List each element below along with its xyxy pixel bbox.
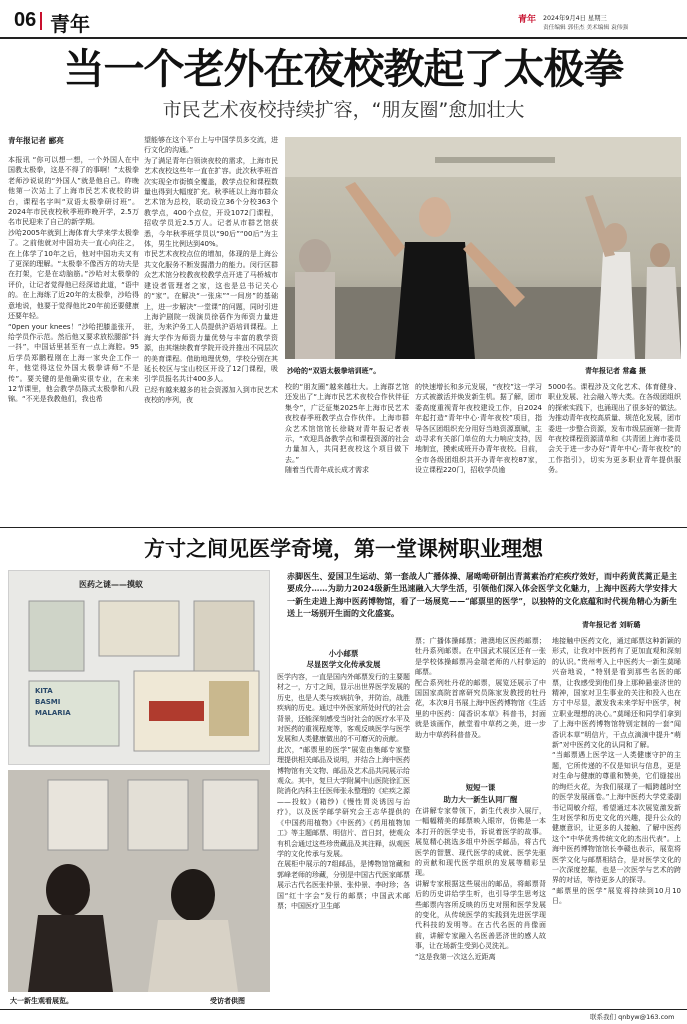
section1-head-a: 小小邮票 [328, 649, 359, 658]
section2-head-a: 短短一课 [465, 783, 496, 792]
stamp-text: KITA BASMI MALARIA [35, 687, 71, 717]
stamps-illustration [9, 571, 270, 765]
story-divider [0, 527, 687, 528]
masthead [0, 0, 687, 44]
story1-headline: 当一个老外在夜校教起了太极拳 [63, 45, 624, 93]
story2-lead: 赤脚医生、爱国卫生运动、第一套战人广播体操、屠呦呦研制出青蒿素治疗疟疾疗效好，而中药黄芪蒿正是主要成分……为助力2024级新生迅速融入大学生活，引领他们深入体会医学文化魅力，上海中医药大学安排大一新生走进上海中医药博物馆，看了一场展览——“邮票里的医学”，以独特的文化底蕴和时代视角精心为新生送上一场别开生面的文化盛宴。 [287, 571, 677, 619]
section2-head-b: 助力大一新生认同厂醒 [443, 795, 518, 804]
footer-rule [0, 1009, 687, 1010]
story2-colB: 票；广播体操邮票；港澳地区医药邮票；牡丹系列邮票。在中国武术展区还有一张是学校体操邮票冯金瑞老师的八村拳运的邮票。 配合系列牡丹花的邮票，展览还展示了中国国家高院首席研究员陈家发教授的牡丹花，本次8月书展上海中医药博物馆《生活里的中医药：闻香识本草》科普书，封面就是该画作，献堂看中草药之美，进一步助力中草药科普普及。 [415, 637, 546, 739]
story1-col5: 5000名。课程涉及文化艺术、体育健身、职业发展、社会融入等大类。在各级团组织的探索实践下，也涌现出了很多好的做法。为推动青年夜校高质量、规范化发展，团市委进一步整合资源，发布市级层面第一批青年夜校课程资源清单和《共青团上海市委员会关于进一步办好“青年中心·青年夜校”的工作指引》，切实为更多职业青年提供服务。 [548, 383, 681, 475]
story1-col3: 校的“朋友圈”越来越壮大。上海群艺馆还发出了“上海市民艺术夜校合作伙伴征集令”，广泛征集2025年上海市民艺术夜校春季班教学点合作伙伴。上海市群众艺术馆馆馆长徐晓对青年报记者表示，“欢迎具备教学点和课程资源的社会力量加入，共同把夜校这个项目做下去。” 随着当代青年成长成才需求 [285, 383, 409, 475]
taichi-class-photo [285, 137, 681, 359]
story1-byline: 青年报记者 郦亮 [8, 136, 64, 145]
students-illustration [8, 770, 270, 992]
students-photo-credit: 受访者供图 [210, 997, 245, 1005]
header-logo: 青年 [518, 15, 537, 25]
story2-colA: 医学内容，一直是国内外邮票发行的主要题材之一，方寸之间，显示出世界医学发展的历史，也是人类与疾病抗争，并防治，战胜疾病的历史。通过中外医家所处时代的社会背景，还能深刻感受当时社会的医疗水平及对医药的重视程度等，客观反映医学与医学发展和人类健康做出的不可磨灭的贡献。 此次，“邮票里的医学”展览由集邮专家整理提供相关邮品及说明，并结合上海中医药博物馆有关文物、邮品及艺术品共同展示给观众。其中，复旦大学附属中山医院徐汇医院消化内科主任医师张永整理的《疟疾之源——投蚊》(箱纱)《慢性胃炎诱因与治疗》，以及医学邮学研究会王志华提供的《中国药用植物》《中医药》《药用植物加工》等主题邮票、明信片、首日封，使观众有机会通过这些珍贵藏品及其注释，纵观医学的文化传承与发展。 在展柜中展示的7组邮品，是博物馆馆藏和郭峰老师的珍藏，分别是中国古代医家邮票展示古代名医张仲景、张仲景、李时珍；各国“红十字会”发行的邮票；中国武术邮票；中国医疗卫生邮 [277, 673, 410, 910]
page-number: 06 [14, 9, 37, 31]
stamp-board-title: 医药之谜——摸蚁 [79, 580, 143, 589]
story1-col2: 望能够在这个平台上与中国学员多交流，进行文化的沟通。” 为了满足青年白领读夜校的需求，上海市民艺术夜校这些年一直在扩容。此次秋季班首次实现全市街镇全覆盖，教学点位和课程数量也得到大幅度扩充。秋季班以上海市群众艺术馆为总校，联动设立36个分校363个教学点，400个点位，开设1072门课程，招收学员近2.5万人。记者从市群艺馆获悉，今年秋季班学员以“90后”“00后”为主体，男生比例达到40%。 市民艺术夜校点位的增加，体现的是上海公共文化服务不断发掘潜力的能力。闵行区群众艺术馆分校教夜校教学点开进了马桥城市建设者管理者之家，这也是总书记关心的“家”。在解决“一张床”“一间房”的基础上，进一步解决“一堂课”的问题，同时引进上海沪剧院一级演员徐蓓作为师资力量进驻，为来沪务工人员提供沪语培训课程。上海大学作为师资力量优势与丰富的教学资源，由其继续教育学院开设并推出不同层次的美育课程。借助地理优势，学校分别在其延长校区与宝山校区开设了12门课程，吸引学员报名共计400多人。 已经有越来越多的社会资源加入到市民艺术夜校的序列，夜 [144, 136, 278, 405]
section1-head-b: 尽显医学文化传承发展 [306, 660, 381, 669]
story1-col1: 本报讯 “你可以想一想，一个外国人在中国教太极拳，这是不得了的事啊！”太极拳老师沙说说的“外国人”就是他自己。昨晚他第一次站上了上海市民艺术夜校的讲台，课程名字叫“双语太极拳研讨班”。2024年市民夜校秋季班昨晚开学，2.5万名市民迎来了自己的新学期。 沙哈2005年就到上海体育大学来学太极拳了。之前他就对中国功夫一直心向往之，在上体学了10年之后，他对中国功夫又有了更深的理解。“太极拳不像西方的功夫是在打架，它是在动脑筋。”沙哈对太极拳的评价，让记者觉得他已经深谙此道，“语中的。在上海练了近20年的太极拳，沙哈得意地说，他要于觉得他比20年前还要健康还要年轻。 “0pen your knees！”沙哈把膝盖张开，给学员作示范。然后他又要求放松腿部“抖一抖”，中国话里甚至有一点上海腔。95后学员郑鹏程刚在上海一家央企工作一年，他觉得这位外国太极拳讲师“不是传”。要关键的是他确实很专业，在未来12节课里，他会教学员陈式太极拳和八段锦。“不光是我教他们，我也希 [8, 156, 139, 404]
students-photo-caption: 大一新生观看展览。 [10, 997, 73, 1005]
footer-contact: 联系我们 qnbyw@163.com [590, 1013, 675, 1021]
story2-colB2: 在讲解专家带领下，新生代表步入展厅，一幅幅精美的邮票映入眼帘，仿佛是一本本打开的医学史书，诉说着医学的故事。展览精心挑选多组中外医学邮品，将古代医学的智慧、现代医学的成就、医学先驱的贡献和现代医学组织的发展等精彩呈现。 讲解专家根据这些展出的邮品，将邮票背后的历史讲给学生听，也引导学生思考这些邮票内容所反映的历史对照和医学发展的变化，从传统医学的实践到先进医学现代科技的发明等。在古代名医的肖像面前，讲解专家融入名医善恶济世的感人故事，让在场新生受到心灵洗礼。 “这是我第一次这么近距离 [415, 807, 546, 961]
section-name: 青年 [50, 12, 90, 36]
header-date: 2024年9月4日 星期三 [543, 15, 607, 22]
stamps-exhibit-photo [8, 570, 270, 765]
story1-subheadline: 市民艺术夜校持续扩容，“朋友圈”愈加壮大 [162, 99, 525, 121]
story1-col4: 的快速增长和多元发展，“夜校”这一学习方式被激活并焕发新生机。据了解，团市委高度重视青年夜校建设工作，自2024年起打造“青年中心·青年夜校”项目，指导各区团组织充分用好当地资源禀赋，主动寻求有关部门单位的大力响应支持，因地制宜，摸索成班开办青年夜校。目前，全市各级团组织共开办青年夜校87家，设立课程220门，招收学员逾 [415, 383, 542, 475]
students-viewing-photo [8, 770, 270, 992]
taichi-class-illustration [285, 137, 681, 359]
header-rule [0, 37, 687, 39]
page-number-divider [40, 12, 42, 30]
story2-colC: 地接触中医药文化，通过邮票这种新颖的形式，让我对中医药有了更加直观和深刻的认识。”贵州考入上中医药大一新生莫晞兴奋地说，“特别是看到那些名医的邮票，让我感受到他们身上那种悬壶济世的精神，国家对卫生事业的关注和投入也在方寸中尽显，激发我未来学好中医学，树立职业理想的决心。”莫晞还和同学们拿到了上海中医药博物馆特别定制的一套“闻香识本草”明信片，干点点滴滴中提升“萌新”对中医药文化的认同和了解。 “当邮票遇上医学这一人类健康守护的主题，它所传递的不仅是知识与信息，更是对生命与健康的尊重和赞美，它们缝接出的绚烂火花，为我们展现了一幅跨越时空的医学发展画卷。”上海中医药大学党委副书记周敏介绍，希望通过本次展览激发新生对医学和历史文化的兴趣，提升公众的健康意识，让更多的人接触、了解中医药这个“中华优秀传统文化的杰出代表”。上海中医药博物馆馆长李赣也表示，展览将医学文化与邮票相结合，是对医学文化的一次深度挖掘，也是一次医学与艺术的跨界的对话，等待更多人的探寻。 “邮票里的医学”展览将持续到10月10日。 [552, 637, 681, 906]
story2-headline: 方寸之间见医学奇境，第一堂课树职业理想 [144, 537, 543, 561]
header-editors: 责任编辑 郭佳杰 美术编辑 袁伟强 [543, 25, 629, 31]
taichi-photo-caption: 沙哈的“双语太极拳培训班”。 [287, 367, 381, 375]
story2-byline: 青年报记者 刘昕璐 [582, 621, 641, 629]
taichi-photo-credit: 青年报记者 常鑫 摄 [585, 367, 646, 375]
